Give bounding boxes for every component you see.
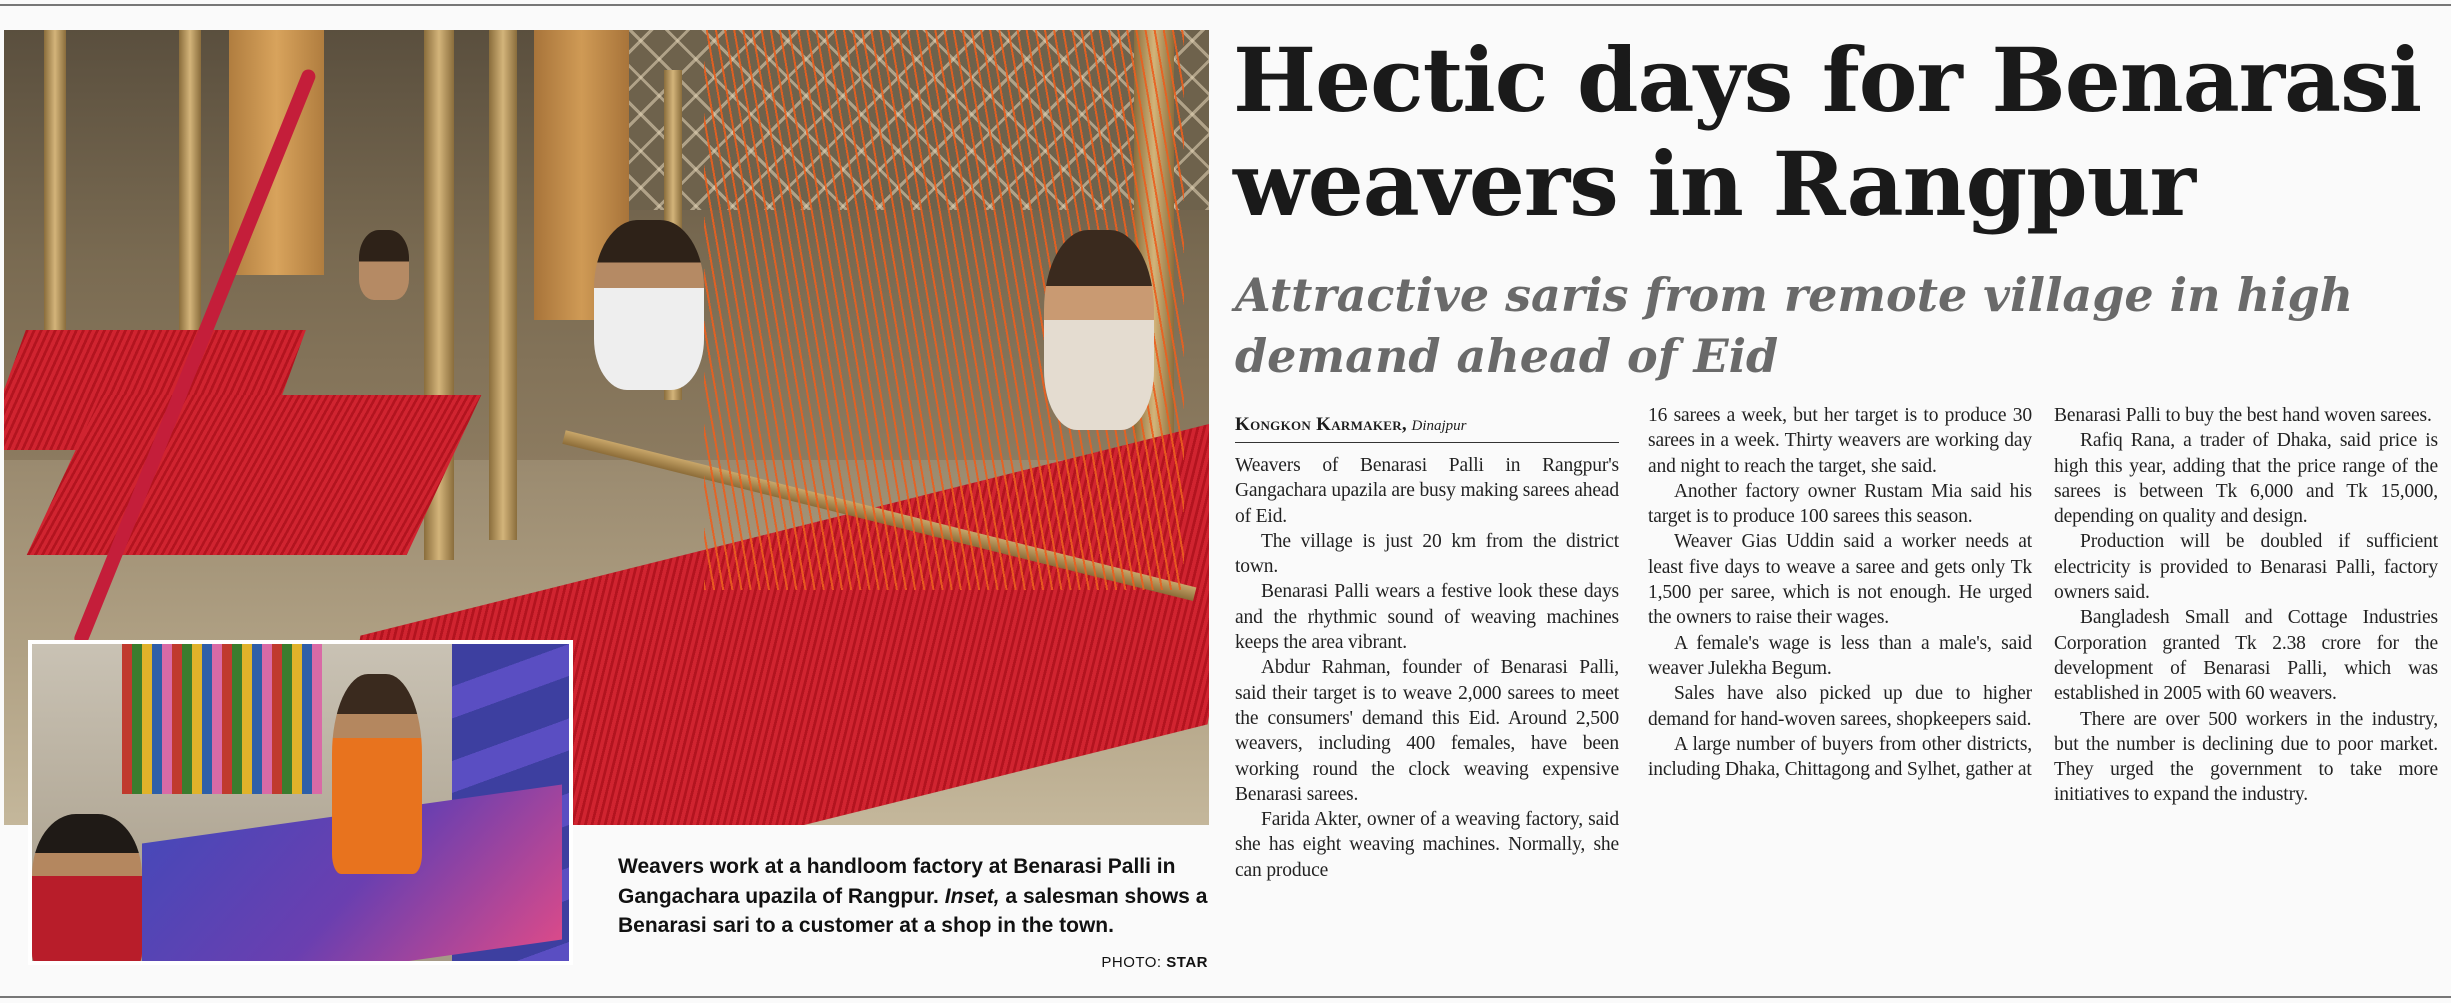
paragraph: Weavers of Benarasi Palli in Rangpur's Gangachara upazila are busy making sarees ahead of Eid.: [1235, 455, 1619, 527]
headline: [1233, 28, 2448, 236]
bottom-rule: [0, 996, 2451, 998]
byline: [1235, 414, 1619, 443]
paragraph: There are over 500 workers in the industry, but the number is declining due to poor market. They urged the government to take more initiatives to expand the industry.: [2054, 708, 2438, 806]
inset-customer: [32, 814, 142, 965]
paragraph: Production will be doubled if sufficient electricity is provided to Benarasi Palli, factory owners said.: [2054, 531, 2438, 604]
photo-credit-source: STAR: [1166, 954, 1208, 971]
article-column-3: [2054, 403, 2438, 808]
paragraph: A large number of buyers from other districts, including Dhaka, Chittagong and Sylhet, gather at: [1648, 733, 2032, 781]
paragraph: A female's wage is less than a male's, said weaver Julekha Begum.: [1648, 632, 2032, 679]
photo-caption: [618, 852, 1223, 941]
article-column-2: [1648, 403, 2032, 782]
subheadline-line-2: demand ahead of Eid: [1235, 329, 1779, 383]
inset-salesman: [332, 674, 422, 874]
paragraph: Rafiq Rana, a trader of Dhaka, said price is high this year, adding that the price range of the sarees is between Tk 6,000 and Tk 15,000, depending on quality and design.: [2054, 430, 2438, 528]
paragraph: Abdur Rahman, founder of Benarasi Palli, said their target is to weave 2,000 sarees to meet the consumers' demand this Eid. Around 2,500 weavers, including 400 females, have been working round the clock weaving expensive Benarasi sarees.: [1235, 657, 1619, 805]
photo-weaver-right: [1044, 230, 1154, 430]
byline-location: Dinajpur: [1411, 418, 1467, 434]
byline-author: Kongkon Karmaker,: [1235, 414, 1407, 435]
inset-photo-sari-shop: [28, 640, 573, 965]
paragraph: Sales have also picked up due to higher demand for hand-woven sarees, shopkeepers said.: [1648, 683, 2032, 730]
photo-bamboo-pole: [489, 30, 517, 540]
subheadline: [1235, 265, 2435, 387]
caption-text-2: a salesman shows a Benarasi sari to a customer at a shop in the town.: [618, 884, 1208, 937]
subheadline-line-1: Attractive saris from remote village in high: [1235, 268, 2354, 322]
caption-text-1: Weavers work at a handloom factory at Benarasi Palli in Gangachara upazila of Rangpur.: [618, 855, 1176, 908]
paragraph: Bangladesh Small and Cottage Industries Corporation granted Tk 2.38 crore for the development of Benarasi Palli, which was established in 2005 with 60 weavers.: [2054, 607, 2438, 705]
paragraph: Weaver Gias Uddin said a worker needs at least five days to weave a saree and gets only Tk 1,500 per saree, which is not enough. He urged the owners to raise their wages.: [1648, 531, 2032, 629]
photo-credit: [1101, 954, 1208, 971]
photo-weaver-back: [359, 230, 409, 300]
headline-line-1: Hectic days for Benarasi: [1233, 28, 2422, 132]
article-column-1: [1235, 453, 1619, 883]
paragraph: The village is just 20 km from the district town.: [1235, 530, 1619, 578]
caption-inset-word: Inset,: [944, 884, 1000, 908]
paragraph: Farida Akter, owner of a weaving factory, said she has eight weaving machines. Normally, she can produce: [1235, 809, 1619, 881]
paragraph: Benarasi Palli to buy the best hand woven sarees.: [2054, 405, 2432, 426]
inset-sari-shelf: [122, 644, 322, 794]
photo-red-warp-left: [27, 395, 482, 555]
top-rule: [0, 4, 2451, 6]
paragraph: Benarasi Palli wears a festive look these days and the rhythmic sound of weaving machines keeps the area vibrant.: [1235, 581, 1619, 654]
photo-weaver-center: [594, 220, 704, 390]
paragraph: 16 sarees a week, but her target is to produce 30 sarees in a week. Thirty weavers are working day and night to reach the target, she said.: [1648, 405, 2032, 477]
photo-credit-prefix: PHOTO:: [1101, 954, 1167, 971]
paragraph: Another factory owner Rustam Mia said his target is to produce 100 sarees this season.: [1648, 480, 2032, 528]
headline-line-2: weavers in Rangpur: [1233, 132, 2196, 236]
